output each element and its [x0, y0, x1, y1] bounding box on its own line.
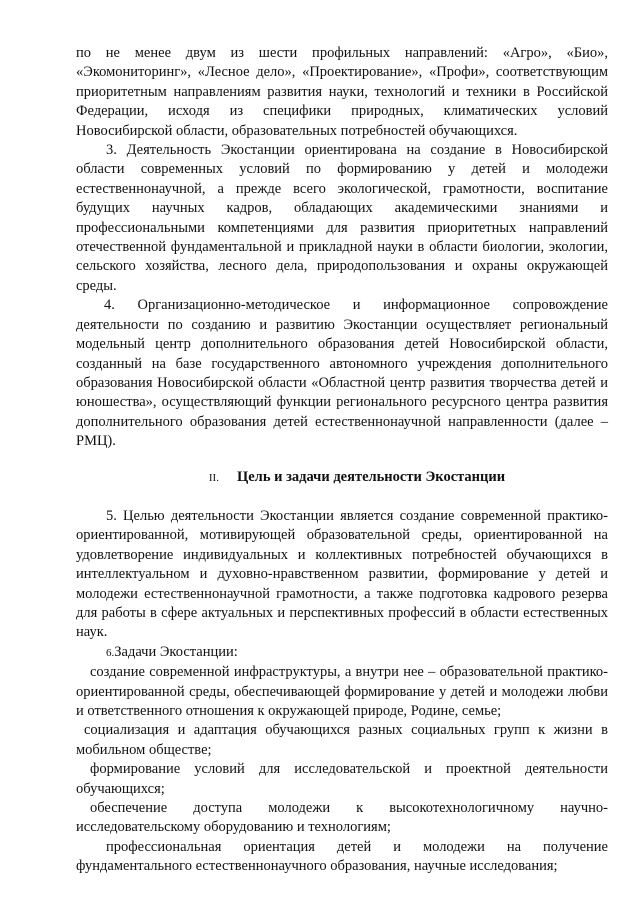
document-page	[76, 44, 608, 877]
section-heading	[76, 468, 608, 488]
paragraph-5: 5. Целью деятельности Экостанции является создание современной практико-ориентированной, мотивирующей образовательной среды, ориентированной на удовлетворение индивидуальных и коллективных потребностей обучающихся в интеллектуальном и духовно-нравственном развитии, формирование у детей и молодежи естественнонаучной грамотности, а также подготовка кадрового резерва для работы в сфере актуальных и перспективных профессий в области естественных наук.	[76, 507, 608, 641]
paragraph-profiles: по не менее двум из шести профильных направлений: «Агро», «Био», «Экомониторинг», «Лесное дело», «Проектирование», «Профи», соответствующим приоритетным направлениям развития науки, технологий и техники в Российской Федерации, исходя из специфики природных, климатических условий Новосибирской области, образовательных потребностей обучающихся.	[76, 45, 608, 139]
task-item-infrastructure: создание современной инфраструктуры, а внутри нее – образовательной практико-ориентированной среды, обеспечивающей формирование у детей и молодежи любви и ответственного отношения к окружающей природе, Родине, семье;	[76, 664, 608, 719]
task-item-research-conditions: формирование условий для исследовательской и проектной деятельности обучающихся;	[76, 761, 608, 797]
paragraph-3: 3. Деятельность Экостанции ориентирована на создание в Новосибирской области современных условий по формированию у детей и молодежи естественнонаучной, а прежде всего экологической, грамотности, воспитание будущих научных кадров, обладающих академическими знаниями и профессиональными компетенциями для развития приоритетных направлений отечественной фундаментальной и прикладной науки в области биологии, экологии, сельского хозяйства, лесного дела, природопользования и охраны окружающей среды.	[76, 142, 608, 294]
paragraph-6	[76, 643, 608, 663]
task-item-equipment-access: обеспечение доступа молодежи к высокотехнологичному научно-исследовательскому оборудованию и технологиям;	[76, 800, 608, 836]
paragraph-4: 4. Организационно-методическое и информационное сопровождение деятельности по созданию и развитию Экостанции осуществляет региональный модельный центр дополнительного образования детей Новосибирской области, созданный на базе государственного автономного учреждения дополнительного образования Новосибирской области «Областной центр развития творчества детей и юношества», осуществляющий функции регионального ресурсного центра развития дополнительного образования детей естественнонаучной направленности (далее – РМЦ).	[76, 297, 608, 450]
section-number: II.	[208, 471, 219, 484]
section-title: Цель и задачи деятельности Экостанции	[236, 468, 506, 485]
task-item-socialization: социализация и адаптация обучающихся разных социальных групп к жизни в мобильном обществе;	[76, 722, 608, 758]
paragraph-6-number: 6.	[106, 646, 115, 659]
task-item-career-orientation: профессиональная ориентация детей и молодежи на получение фундаментального естественнонаучного образования, научные исследования;	[76, 838, 608, 875]
paragraph-6-text: Задачи Экостанции:	[114, 643, 238, 660]
